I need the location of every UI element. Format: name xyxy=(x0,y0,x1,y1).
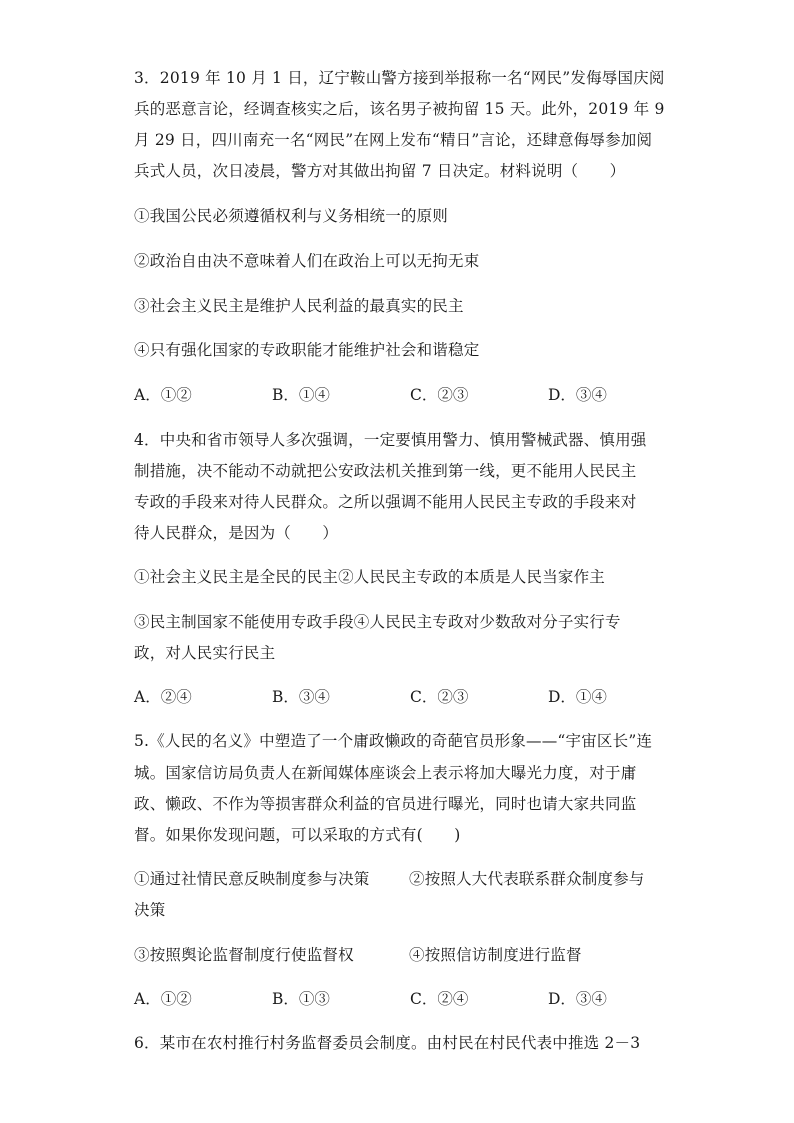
q4-option-b[interactable]: B．③④ xyxy=(272,688,330,706)
q5-stem-line-3: 政、懒政、不作为等损害群众利益的官员进行曝光，同时也请大家共同监 xyxy=(134,795,637,813)
q4-stem-line-4: 待人民群众，是因为（ ） xyxy=(134,524,339,542)
q3-stem-line-2: 兵的恶意言论，经调查核实之后，该名男子被拘留 15 天。此外，2019 年 9 xyxy=(134,100,665,118)
q3-statement-1: ①我国公民必须遵循权利与义务相统一的原则 xyxy=(134,207,449,225)
q5-option-d[interactable]: D．③④ xyxy=(548,990,607,1008)
q4-statement-2: ③民主制国家不能使用专政手段④人民民主专政对少数敌对分子实行专 xyxy=(134,613,621,631)
q3-option-a[interactable]: A．①② xyxy=(134,386,192,404)
q3-option-b[interactable]: B．①④ xyxy=(272,386,330,404)
q3-option-d[interactable]: D．③④ xyxy=(548,386,607,404)
q5-option-c[interactable]: C．②④ xyxy=(410,990,469,1008)
q3-statement-2: ②政治自由决不意味着人们在政治上可以无拘无束 xyxy=(134,252,480,270)
q6-stem-line-1: 6．某市在农村推行村务监督委员会制度。由村民在村民代表中推选 2－3 xyxy=(134,1034,641,1052)
q5-statement-1: ①通过社情民意反映制度参与决策 xyxy=(134,870,370,888)
q5-stem-line-1: 5.《人民的名义》中塑造了一个庸政懒政的奇葩官员形象——“宇宙区长”连 xyxy=(134,732,653,750)
q4-statement-1: ①社会主义民主是全民的民主②人民民主专政的本质是人民当家作主 xyxy=(134,568,606,586)
q5-stem-line-4: 督。如果你发现问题，可以采取的方式有( ) xyxy=(134,826,461,844)
q5-option-a[interactable]: A．①② xyxy=(134,990,192,1008)
q5-statement-3: ③按照舆论监督制度行使监督权 xyxy=(134,946,354,964)
q4-stem-line-1: 4．中央和省市领导人多次强调，一定要慎用警力、慎用警械武器、慎用强 xyxy=(134,431,647,449)
q3-stem-line-4: 兵式人员，次日凌晨，警方对其做出拘留 7 日决定。材料说明（ ） xyxy=(134,162,626,180)
q3-stem-line-3: 月 29 日，四川南充一名“网民”在网上发布“精日”言论，还肆意侮辱参加阅 xyxy=(134,131,653,149)
q5-statement-2: ②按照人大代表联系群众制度参与 xyxy=(409,870,645,888)
q3-stem-line-1: 3．2019 年 10 月 1 日，辽宁鞍山警方接到举报称一名“网民”发侮辱国庆阅 xyxy=(134,69,665,87)
q4-option-c[interactable]: C．②③ xyxy=(410,688,469,706)
q4-option-a[interactable]: A．②④ xyxy=(134,688,192,706)
q5-statement-4: ④按照信访制度进行监督 xyxy=(409,946,582,964)
q3-option-c[interactable]: C．②③ xyxy=(410,386,469,404)
q4-statement-2-wrap: 政，对人民实行民主 xyxy=(134,644,276,662)
q5-option-b[interactable]: B．①③ xyxy=(272,990,330,1008)
q5-stem-line-2: 城。国家信访局负责人在新闻媒体座谈会上表示将加大曝光力度，对于庸 xyxy=(134,764,637,782)
q3-statement-3: ③社会主义民主是维护人民利益的最真实的民主 xyxy=(134,297,464,315)
q4-stem-line-2: 制措施，决不能动不动就把公安政法机关推到第一线，更不能用人民民主 xyxy=(134,462,637,480)
q4-stem-line-3: 专政的手段来对待人民群众。之所以强调不能用人民民主专政的手段来对 xyxy=(134,493,637,511)
q3-statement-4: ④只有强化国家的专政职能才能维护社会和谐稳定 xyxy=(134,341,480,359)
q4-option-d[interactable]: D．①④ xyxy=(548,688,607,706)
q5-statement-2-wrap: 决策 xyxy=(134,901,166,919)
